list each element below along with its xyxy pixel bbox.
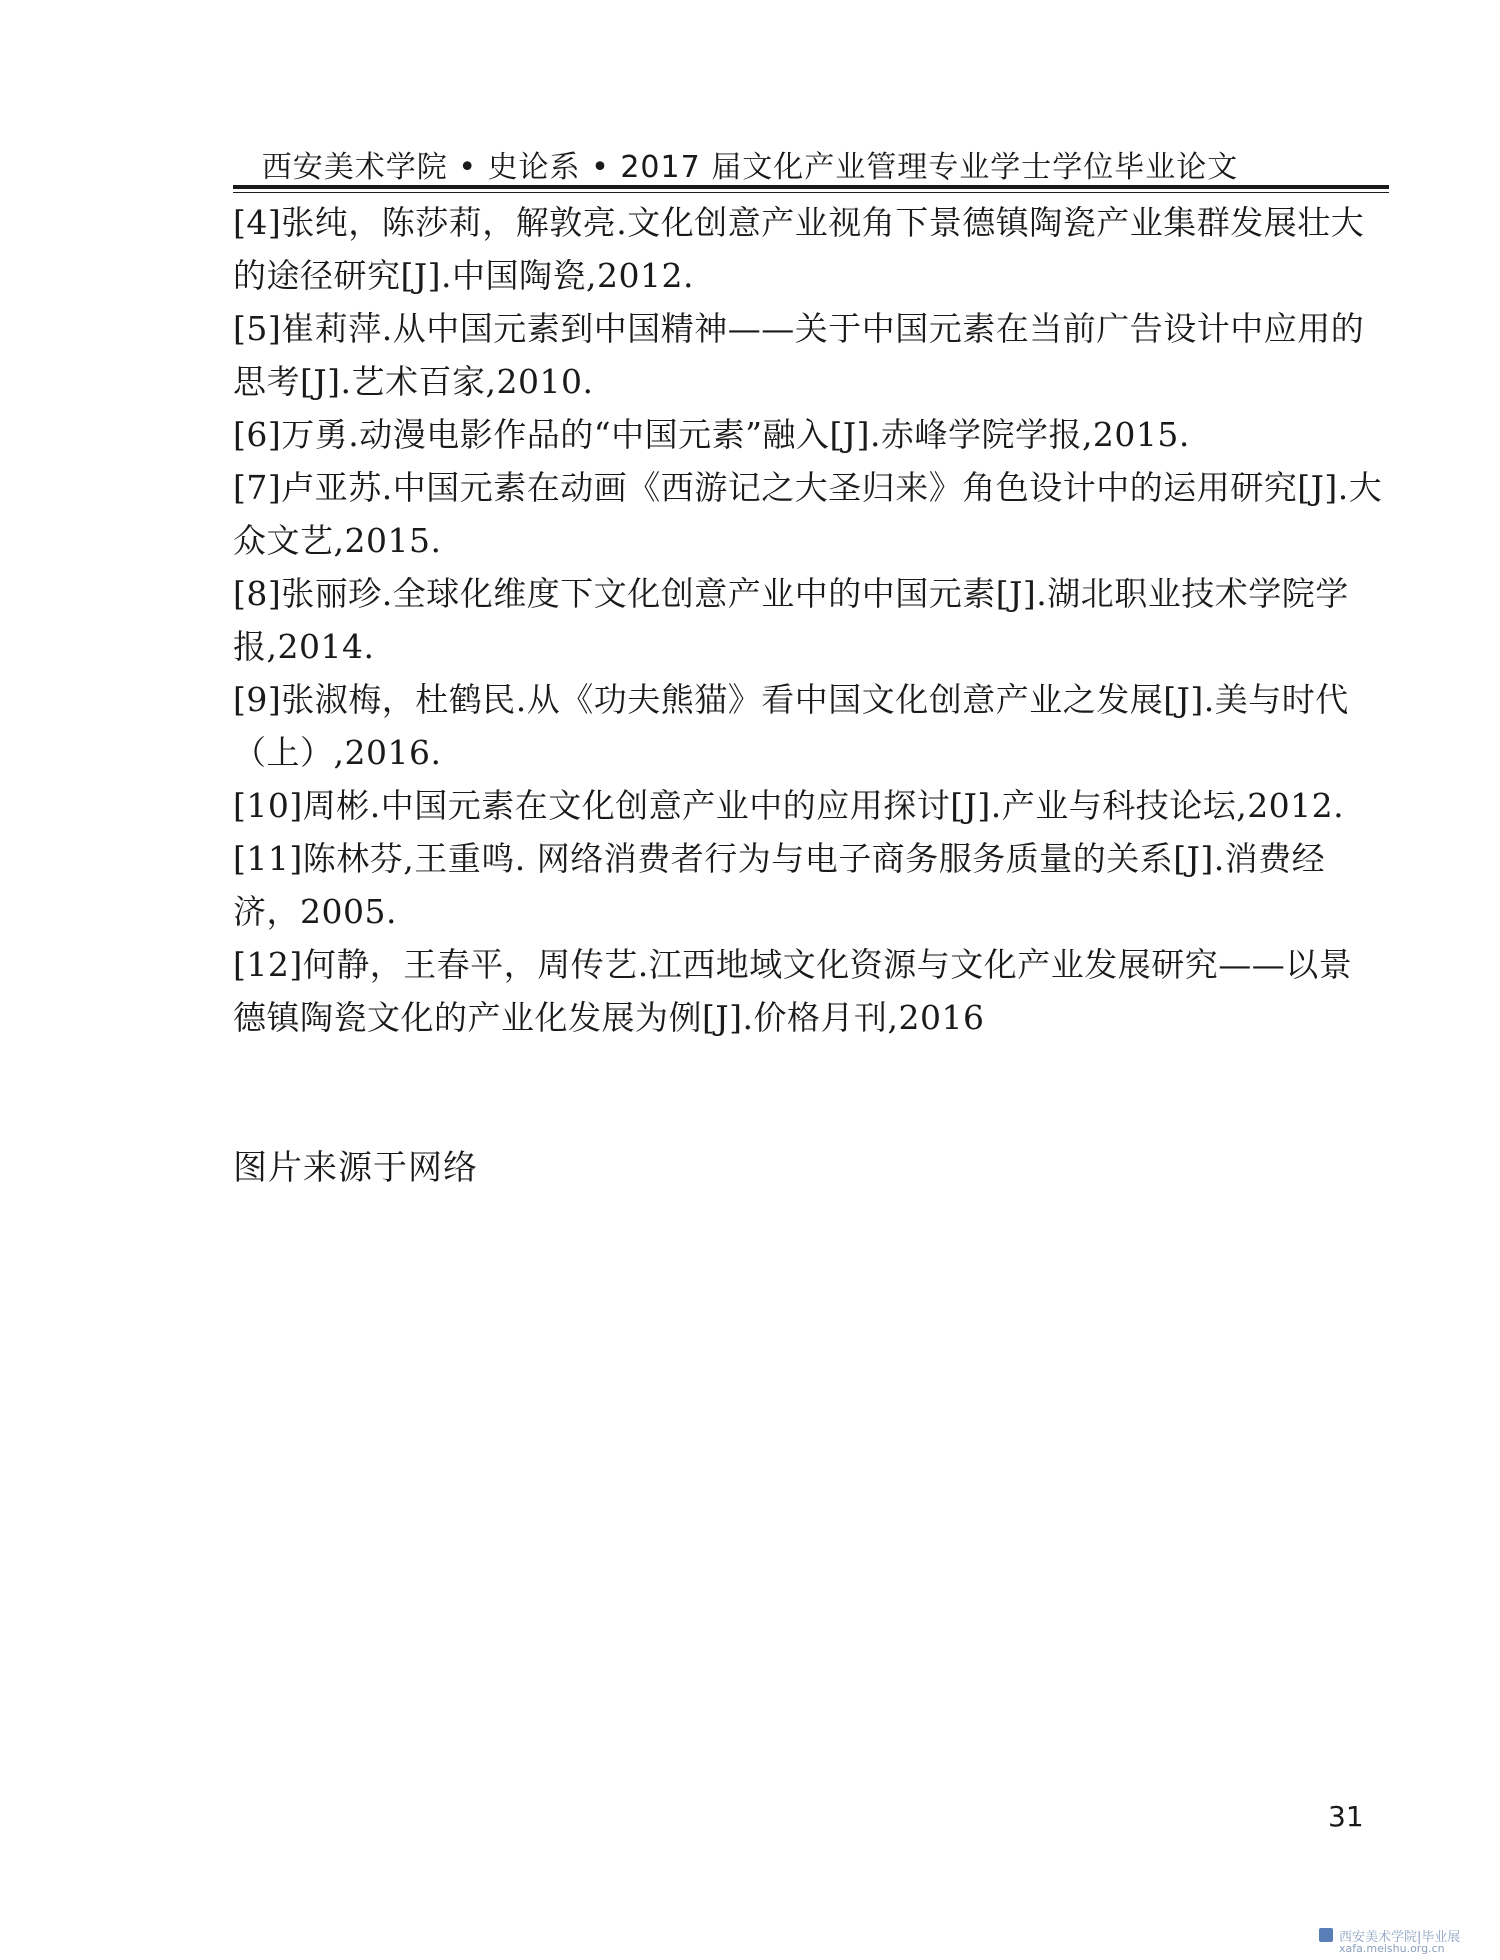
page-number: 31 xyxy=(1328,1800,1364,1833)
header-rule-thick xyxy=(233,185,1389,189)
watermark-logo-text: 西安美术学院|毕业展 xyxy=(1339,1930,1461,1945)
running-header: 西安美术学院 • 史论系 • 2017 届文化产业管理专业学士学位毕业论文 xyxy=(261,150,1239,185)
reference-list xyxy=(233,196,1383,1044)
reference-item: [11]陈林芬,王重鸣. 网络消费者行为与电子商务服务质量的关系[J].消费经济，2005. xyxy=(233,839,1326,931)
reference-item: [6]万勇.动漫电影作品的“中国元素”融入[J].赤峰学院学报,2015. xyxy=(233,415,1190,454)
reference-item: [4]张纯，陈莎莉，解敦亮.文化创意产业视角下景德镇陶瓷产业集群发展壮大的途径研究[J].中国陶瓷,2012. xyxy=(233,203,1365,295)
header-rule-thin xyxy=(233,192,1389,193)
reference-item: [12]何静，王春平，周传艺.江西地域文化资源与文化产业发展研究——以景德镇陶瓷文化的产业化发展为例[J].价格月刊,2016 xyxy=(233,945,1353,1037)
reference-item: [7]卢亚苏.中国元素在动画《西游记之大圣归来》角色设计中的运用研究[J].大众文艺,2015. xyxy=(233,468,1383,560)
reference-item: [9]张淑梅，杜鹤民.从《功夫熊猫》看中国文化创意产业之发展[J].美与时代（上）,2016. xyxy=(233,680,1349,772)
watermark xyxy=(1319,1926,1494,1956)
reference-item: [10]周彬.中国元素在文化创意产业中的应用探讨[J].产业与科技论坛,2012. xyxy=(233,786,1345,825)
watermark-url: xafa.meishu.org.cn xyxy=(1339,1942,1445,1955)
image-source-note: 图片来源于网络 xyxy=(233,1148,478,1188)
reference-item: [5]崔莉萍.从中国元素到中国精神——关于中国元素在当前广告设计中应用的思考[J].艺术百家,2010. xyxy=(233,309,1365,401)
watermark-logo-icon xyxy=(1319,1928,1333,1942)
reference-item: [8]张丽珍.全球化维度下文化创意产业中的中国元素[J].湖北职业技术学院学报,2014. xyxy=(233,574,1349,666)
